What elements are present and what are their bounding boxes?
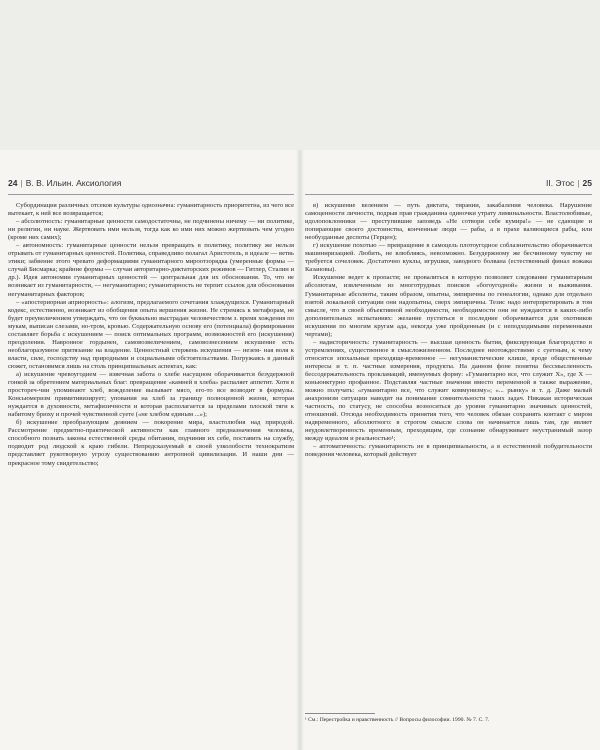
paragraph: – автономность: гуманитарные ценности нельзя превращать в политику, политику же нельзя отрывать от гуманитарных ценностей. Политика, справедливо полагал Аристотель, в идеале — ветвь этики; забвение этого чревато деформациями гуманитарного мироотзорядка (умеренные формы — случай Бисмарка; крайние формы — случаи авторитарно-диктаторских режимов — Гитлер, Сталин и др.). Идея автономии гуманитарных ценностей — центральная для их обоснования. То, что не возникает из гуманитарности, — негуманитарно; гуманитарность не терпит ссылок для обоснования негуманитарных факторов;: [8, 242, 294, 298]
paragraph: Субординация различных отсеков культуры однозначна: гуманитарность приоритетна, из чего все вытекает, к ней все возвращается;: [8, 202, 294, 218]
right-header-rule: [305, 194, 592, 195]
paragraph: – надисторичность: гуманитарность — высшая ценность бытия, фиксирующая благородство в устремлениях, существенное в смысложизненном. Последнее неотождествимо с суетным, к чему относятся эпохальные преходяще-временное — негуманистические клише, вроде общественные интересы и т. п. частные измерения, продукты. На данном фоне понятна бессмысленность бессодержательность прокламаций, именуемых форму: «Гуманитарно все, что служит X», где X — коньюнктурно профанное. Подставляя частные значения вместо переменной в также выражение, можно получать: «гуманитарно все, что служит коммунизму»; «... рынку» и т. д. Даже малый анахронизм ситуации наводит на понимание сомнительности таких задач. Никакая историческая частность, по статусу, не способна возноситься до уровня гуманитарно значимых ценностей, отношений. Отсюда необходимость принятия того, что человек обязан сохранять контакт с миром надвременного, абсолютного: в строгом смысле слова он начинается лишь там, где являет неудовлетворенность временным, преходящим, где сознание обнаруживает неустранимый зазор между идеалом и реальностью¹;: [305, 338, 592, 443]
right-page-body: [305, 202, 592, 460]
right-page: [305, 150, 592, 750]
right-chapter-title: II. Этос: [545, 178, 575, 188]
left-header-rule: [8, 194, 294, 195]
left-running-title: В. В. Ильин. Аксиология: [25, 178, 122, 188]
left-page-body: [8, 202, 294, 468]
paragraph: – аптоматичность: гуманитарность не в принципиальности, а в естественной побудительности поведения человека, который действует: [305, 443, 592, 459]
paragraph: – «апостериорная априорность»: алогизм, предлагаемого сочетания хлаждущихся. Гуманитарный кодекс, естественно, возникает из обобщения опыта вершения жизни. Не стремясь к метафорам, не будет преувеличением утверждать, что он буквально выстрадан человечеством з. время хождения по мукам, выписан слезами, но-тром, кровью. Содержательную основу его (потенциала) формирования составляет борьба с искушением — поиск оптимальных программ, возможностей его (искушения) преодоления. Навронное гордынен, самовозвеличением, самовознесением искушение есть необлагоразумное притязание на владение. Ценностный стержень искушения — незем- ная воля к власти, силе, господству над природными и социальными обстоятельствами. Погружаясь в данный сюжет, остановимся лишь на столь принципиальных аспектах, как:: [8, 298, 294, 370]
footnote: ¹ См.: Перестройка и нравственность // Вопросы философии. 1990. № 7. С. 7.: [305, 717, 490, 723]
left-page-header: [8, 178, 294, 192]
paragraph: а) искушение чревоугодием — извечная забота о хлебе насущном оборачивается безудержной гонкой за обретением материальных благ: превращение «камней в хлеба» распаляет аппетит. Хотя в простореч-чии упоминают хлеб, вожделение вызывает мясо, его-то все возводит в формулы. Консьюмеризм примитивизирует; упования на хлеб за границу полноценной жизни, которая нуждается в духовности, метафизичности и которая располагается за пределами плоской тяги к набитому брюху и прочей чувственной суете («не хлебом единым ...»);: [8, 370, 294, 419]
paragraph: Искушение ведет к пропасти; не провалиться в которую позволяет следование гуманитарным абсолютам, извлеченным из многотрудных поисков «богоугодной» жизни и выживания. Гуманитарные абсолюты, таким образом, опытны, эмпиричны по генеалогии, однако для отдельно взятой локальной ситуации они надопытны, сверх эмпиричны. Тезис надо интерпретировать в том смысле, что в своей объективной необходимости, необходимости они не нуждаются в каких-либо дополнительных испытаниях: желание пуститься в последние оборачивается для охотников искушения по многим кругам ада, некогда уже пройденным (и с неподходимыми переменными чертами);: [305, 274, 592, 338]
paragraph: г) искушение похотью — превращение в самоцель плотоугодное соблазнительство оборачивается машиниризацией. Любить, не влюбляясь, невозможно. Безудержному же бесчинному чувству не требуется сочеловек. Достаточно куклы, игрушки, заводного болвана (естественный финал вожака Казановы).: [305, 242, 592, 274]
paragraph: – абсолютность: гуманитарные ценности самодостаточны, не подчинены ничему — ни политике, ни религии, ни науке. Жертвовать ими нельзя, тогда как ко ими них можно жертвовать чем угодно (кроме них самих);: [8, 218, 294, 242]
paragraph: в) искушение велением — путь диктата, тирании, закабаления человека. Нарушение самоценности личности, подрыв прав гражданина одиночки утрату лиминальности. Властолюбивые, идолопоклонники — преступившие заповедь «Не сотвори себе кумира!» — не сдающие и попирающие своего достоинства, конченные люди — рабы, а в прахе валяющиеся рабы, или необузданные деспоты (Герцен);: [305, 202, 592, 242]
book-spread: [0, 150, 600, 750]
right-page-header: [305, 178, 592, 192]
footnote-rule: [305, 713, 375, 714]
book-gutter: [296, 150, 304, 750]
left-page: [8, 150, 294, 750]
header-separator: |: [20, 178, 23, 188]
right-page-number: 25: [582, 178, 592, 188]
header-separator: |: [577, 178, 580, 188]
paragraph: б) искушение преобразующим деянием — покорение мира, властолюбия над природой. Рассмотрение предметно-практической активности как главного предназначения человека, способного познать законы естественной среды обитания, подчинив их себе, поставить на службу, подводит род людской к краю гибели. Непредсказуемый в своей узколобости технократизм представляет рукотворную угрозу существованию антропной цивилизации. И наши дни — прекрасное тому свидетельство;: [8, 419, 294, 467]
left-page-number: 24: [8, 178, 18, 188]
